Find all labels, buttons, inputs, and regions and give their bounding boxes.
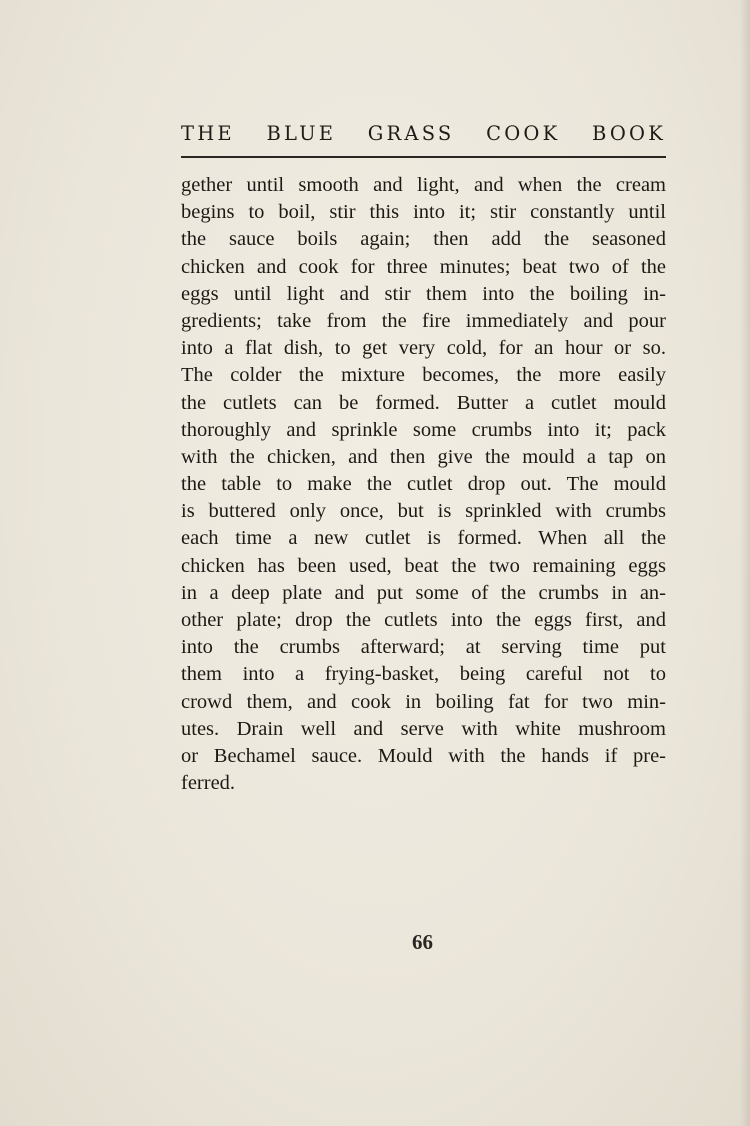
text-line: other plate; drop the cutlets into the eggs first, and [181,609,666,631]
text-line: each time a new cutlet is formed. When all the [181,527,666,550]
text-line: gether until smooth and light, and when the cream [181,174,666,196]
text-line: chicken has been used, beat the two remaining eggs [181,554,666,577]
page-number-container [360,928,490,956]
text-line: gredients; take from the fire immediately and pour [181,309,666,332]
text-line: in a deep plate and put some of the crumbs in an- [181,581,666,604]
text-line: the cutlets can be formed. Butter a cutlet mould [181,391,666,414]
text-line: crowd them, and cook in boiling fat for two min- [181,690,666,713]
text-line: into the crumbs afterward; at serving time put [181,636,666,659]
text-line: with the chicken, and then give the mould a tap on [181,445,666,468]
text-line: the sauce boils again; then add the seasoned [181,228,666,251]
body-text [181,172,666,797]
page-edge-shadow [740,0,750,1126]
running-head-rule [181,156,666,158]
text-line: them into a frying-basket, being careful not to [181,663,666,686]
text-line: eggs until light and stir them into the boiling in- [181,282,666,305]
text-line: the table to make the cutlet drop out. The mould [181,473,666,496]
text-line: chicken and cook for three minutes; beat two of the [181,255,666,278]
text-line: is buttered only once, but is sprinkled with crumbs [181,500,666,523]
text-line: The colder the mixture becomes, the more easily [181,364,666,387]
text-line: utes. Drain well and serve with white mushroom [181,717,666,740]
running-head: THE BLUE GRASS COOK BOOK [181,122,666,145]
text-line: into a flat dish, to get very cold, for an hour or so. [181,337,666,360]
page-number: 66 [412,930,433,954]
text-line: begins to boil, stir this into it; stir constantly until [181,201,666,224]
text-line: or Bechamel sauce. Mould with the hands if pre- [181,744,666,767]
text-line: ferred. [181,772,236,795]
text-line: thoroughly and sprinkle some crumbs into it; pack [181,418,666,441]
